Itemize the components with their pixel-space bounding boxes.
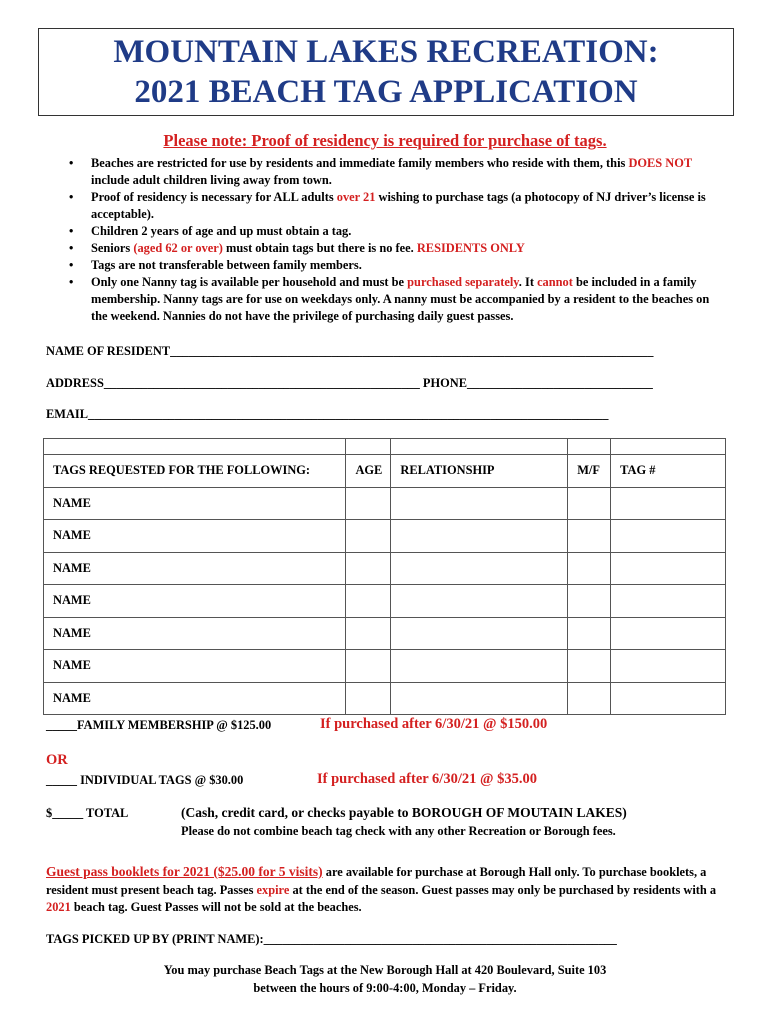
email-label: EMAIL [46, 407, 88, 421]
row-name-label[interactable]: NAME [44, 585, 346, 618]
rule-text: Tags are not transferable between family members. [91, 258, 362, 272]
age-cell[interactable] [346, 650, 391, 683]
relationship-cell[interactable] [391, 617, 568, 650]
guest-pass-lead: Guest pass booklets for 2021 ($25.00 for 5 visits) [46, 864, 323, 879]
relationship-cell[interactable] [391, 650, 568, 683]
mf-cell[interactable] [568, 585, 611, 618]
tag-number-cell[interactable] [611, 520, 726, 553]
rules-list [66, 155, 726, 325]
rule-item [66, 257, 726, 274]
rule-text: Children 2 years of age and up must obtain a tag. [91, 224, 352, 238]
age-cell[interactable] [346, 520, 391, 553]
tag-number-cell[interactable] [611, 552, 726, 585]
mf-cell[interactable] [568, 552, 611, 585]
address-label: ADDRESS [46, 376, 104, 390]
footer-line-2: between the hours of 9:00-4:00, Monday – Friday. [253, 981, 517, 995]
title-line-1: MOUNTAIN LAKES RECREATION: [113, 34, 659, 70]
rule-item [66, 274, 726, 325]
row-name-label[interactable]: NAME [44, 487, 346, 520]
header-tags-requested: TAGS REQUESTED FOR THE FOLLOWING: [44, 455, 346, 488]
mf-cell[interactable] [568, 520, 611, 553]
address-phone-field[interactable] [46, 376, 653, 391]
or-label: OR [46, 752, 68, 768]
total-field[interactable]: $_____ TOTAL [46, 806, 129, 820]
row-name-label[interactable]: NAME [44, 520, 346, 553]
guest-pass-paragraph [46, 863, 736, 917]
mf-cell[interactable] [568, 650, 611, 683]
rule-text: include adult children living away from town. [91, 173, 332, 187]
family-membership-option[interactable]: _____FAMILY MEMBERSHIP @ $125.00 [46, 718, 272, 732]
rule-item [66, 240, 726, 257]
rule-item [66, 155, 726, 189]
footer [0, 961, 770, 997]
tag-number-cell[interactable] [611, 487, 726, 520]
rule-item [66, 223, 726, 240]
table-row[interactable] [44, 520, 726, 553]
email-blank[interactable]: ____________________________________________________________________________________ [88, 407, 609, 421]
guest-pass-text: at the end of the season. Guest passes may only be purchased by residents with a [292, 882, 717, 897]
table-row[interactable] [44, 585, 726, 618]
row-name-label[interactable]: NAME [44, 617, 346, 650]
relationship-cell[interactable] [391, 585, 568, 618]
pickup-blank[interactable]: _________________________________________________________ [263, 932, 617, 946]
pickup-label: TAGS PICKED UP BY (PRINT NAME): [46, 932, 264, 946]
year-highlight: 2021 [46, 900, 71, 914]
header-mf: M/F [568, 455, 611, 488]
residency-notice: Please note: Proof of residency is required for purchase of tags. [163, 131, 607, 150]
relationship-cell[interactable] [391, 520, 568, 553]
row-name-label[interactable]: NAME [44, 650, 346, 683]
email-field[interactable] [46, 407, 608, 422]
header-age: AGE [346, 455, 391, 488]
table-row[interactable] [44, 617, 726, 650]
footer-line-1: You may purchase Beach Tags at the New Borough Hall at 420 Boulevard, Suite 103 [163, 963, 607, 977]
tag-number-cell[interactable] [611, 650, 726, 683]
rule-text: Beaches are restricted for use by residents and immediate family members who reside with them, this [91, 156, 626, 170]
rule-highlight: RESIDENTS ONLY [416, 241, 525, 255]
rule-highlight: cannot [537, 275, 573, 289]
individual-late-price: If purchased after 6/30/21 @ $35.00 [317, 771, 537, 787]
expire-highlight: expire [256, 882, 290, 897]
payment-methods: (Cash, credit card, or checks payable to BOROUGH OF MOUTAIN LAKES) [181, 805, 627, 820]
rule-highlight: over 21 [336, 190, 376, 204]
age-cell[interactable] [346, 552, 391, 585]
row-name-label[interactable]: NAME [44, 682, 346, 715]
guest-pass-text: are available for purchase at Borough Hall only. To purchase booklets, a resident must present beach tag. Passes [46, 865, 707, 897]
payment-note: Please do not combine beach tag check with any other Recreation or Borough fees. [181, 824, 616, 838]
rule-text: Proof of residency is necessary for ALL adults [91, 190, 334, 204]
mf-cell[interactable] [568, 617, 611, 650]
rule-item [66, 189, 726, 223]
table-header-row [44, 455, 726, 488]
rule-text: wishing to purchase tags (a photocopy of NJ driver’s license is acceptable). [91, 190, 706, 221]
mf-cell[interactable] [568, 682, 611, 715]
age-cell[interactable] [346, 585, 391, 618]
tag-number-cell[interactable] [611, 682, 726, 715]
relationship-cell[interactable] [391, 682, 568, 715]
title-line-2: 2021 BEACH TAG APPLICATION [134, 74, 638, 110]
tag-number-cell[interactable] [611, 617, 726, 650]
rule-highlight: DOES NOT [628, 156, 692, 170]
age-cell[interactable] [346, 682, 391, 715]
row-name-label[interactable]: NAME [44, 552, 346, 585]
rule-text: Only one Nanny tag is available per household and must be [91, 275, 405, 289]
table-spacer-row [44, 439, 726, 455]
tags-table [43, 438, 726, 715]
resident-name-field[interactable] [46, 344, 653, 359]
family-late-price: If purchased after 6/30/21 @ $150.00 [320, 716, 548, 732]
relationship-cell[interactable] [391, 552, 568, 585]
mf-cell[interactable] [568, 487, 611, 520]
address-blank[interactable]: ___________________________________________________ [103, 376, 420, 390]
phone-blank[interactable]: ______________________________ [466, 376, 653, 390]
table-row[interactable] [44, 650, 726, 683]
rule-text: be included in a family membership. Nanny tags are for use on weekdays only. A nanny must be accompanied by a resident to the beaches on the weekend. Nannies do not have the privilege of purchasing daily guest passes. [91, 275, 710, 323]
tag-number-cell[interactable] [611, 585, 726, 618]
individual-tags-option[interactable]: _____ INDIVIDUAL TAGS @ $30.00 [46, 773, 244, 787]
phone-label: PHONE [422, 376, 467, 390]
relationship-cell[interactable] [391, 487, 568, 520]
header-tag-number: TAG # [611, 455, 726, 488]
title-box [38, 28, 734, 116]
rule-text: . It [518, 275, 534, 289]
header-relationship: RELATIONSHIP [391, 455, 568, 488]
age-cell[interactable] [346, 487, 391, 520]
rule-highlight: (aged 62 or over) [133, 241, 223, 255]
table-row[interactable] [44, 487, 726, 520]
resident-name-label: NAME OF RESIDENT [46, 344, 171, 358]
age-cell[interactable] [346, 617, 391, 650]
rule-text: Seniors [91, 241, 131, 255]
table-row[interactable] [44, 682, 726, 715]
pickup-field[interactable] [46, 932, 617, 947]
rule-text: must obtain tags but there is no fee. [226, 241, 414, 255]
resident-name-blank[interactable]: ______________________________________________________________________________ [170, 344, 654, 358]
rule-highlight: purchased separately [407, 275, 519, 289]
table-row[interactable] [44, 552, 726, 585]
guest-pass-text: beach tag. Guest Passes will not be sold at the beaches. [73, 900, 362, 914]
